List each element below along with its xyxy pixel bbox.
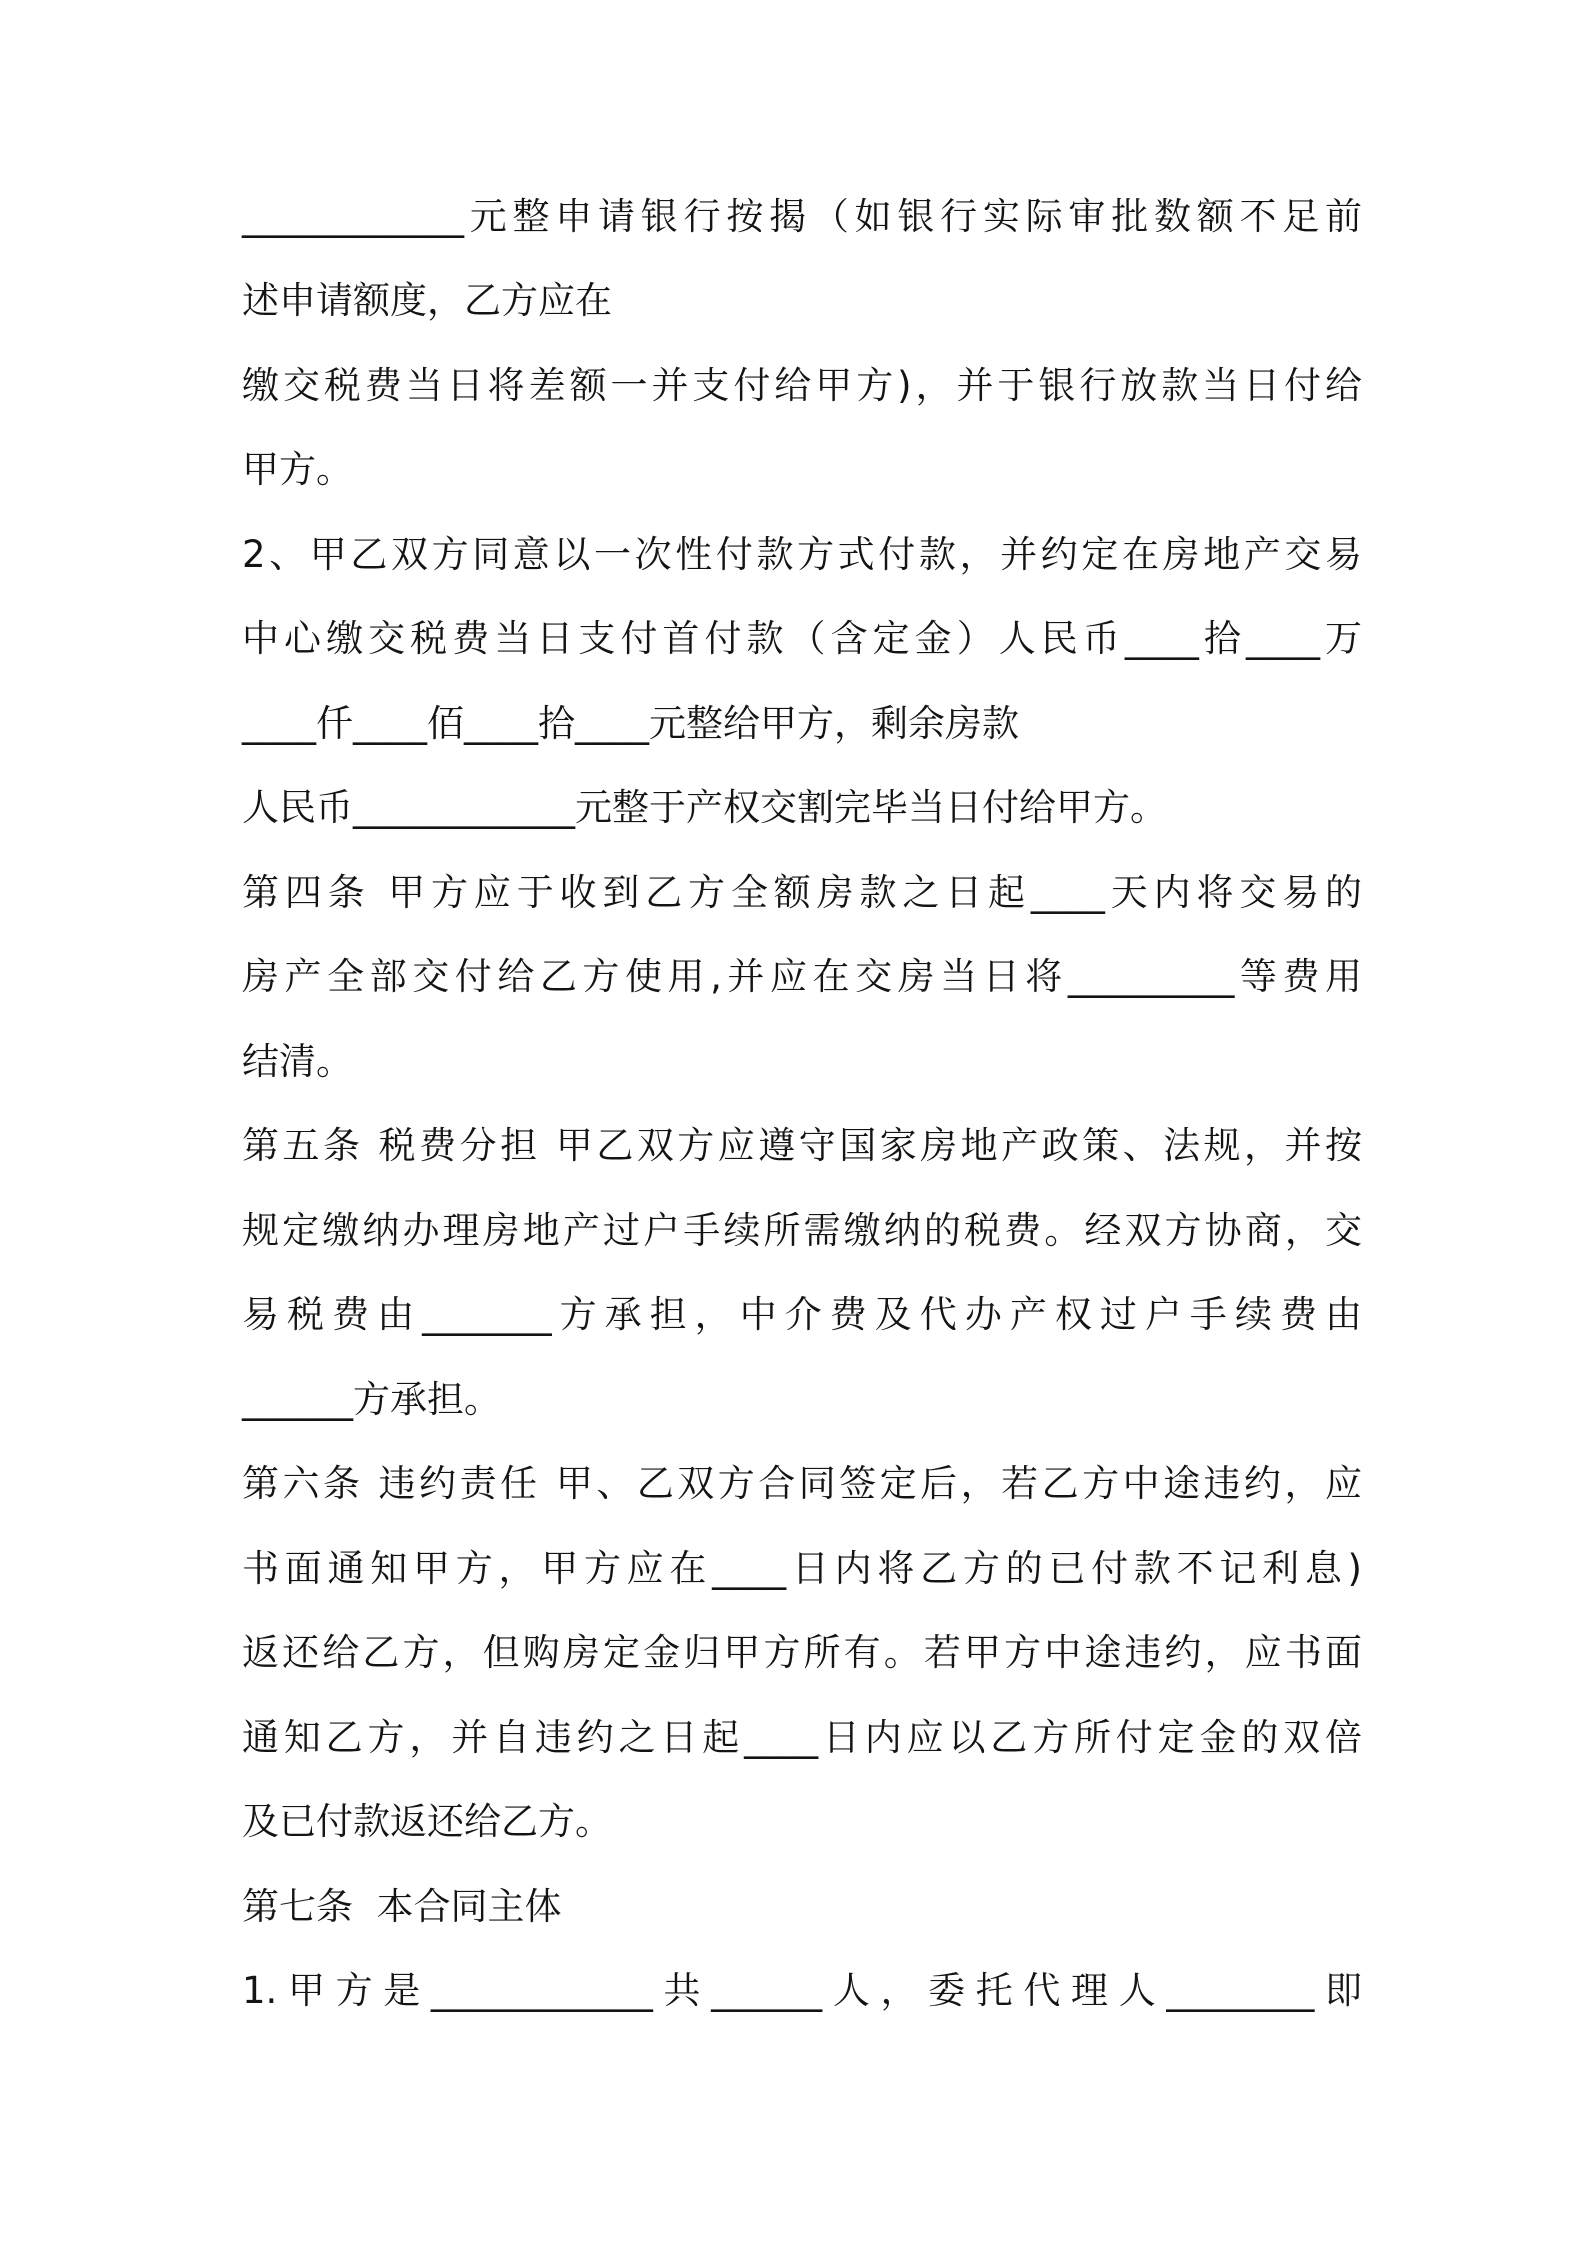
- text-line: 1.甲方是____________共______人，委托代理人________即: [242, 1969, 1362, 2012]
- text-line: 房产全部交付给乙方使用,并应在交房当日将_________等费用: [242, 955, 1362, 998]
- text-line: 易税费由_______方承担，中介费及代办产权过户手续费由: [242, 1293, 1362, 1336]
- text-line: 述申请额度，乙方应在: [242, 279, 612, 322]
- text-line: 返还给乙方，但购房定金归甲方所有。若甲方中途违约，应书面: [242, 1631, 1362, 1674]
- text-line: 通知乙方，并自违约之日起____日内应以乙方所付定金的双倍: [242, 1716, 1362, 1759]
- text-line: 第四条 甲方应于收到乙方全额房款之日起____天内将交易的: [242, 871, 1362, 914]
- text-line: 缴交税费当日将差额一并支付给甲方)，并于银行放款当日付给: [242, 364, 1362, 407]
- text-line: 结清。: [242, 1040, 353, 1083]
- text-line: 人民币____________元整于产权交割完毕当日付给甲方。: [242, 786, 1167, 829]
- text-line: 第七条 本合同主体: [242, 1885, 562, 1928]
- text-line: 中心缴交税费当日支付首付款（含定金）人民币____拾____万: [242, 617, 1362, 660]
- text-line: 及已付款返还给乙方。: [242, 1800, 612, 1843]
- text-line: 甲方。: [242, 448, 353, 491]
- text-line: 2、甲乙双方同意以一次性付款方式付款，并约定在房地产交易: [242, 533, 1362, 576]
- text-line: ____________元整申请银行按揭（如银行实际审批数额不足前: [242, 195, 1362, 238]
- text-line: 规定缴纳办理房地产过户手续所需缴纳的税费。经双方协商，交: [242, 1209, 1362, 1252]
- contract-text: [242, 196, 1362, 2011]
- text-line: ____仟____佰____拾____元整给甲方，剩余房款: [242, 702, 1019, 745]
- text-line: 第六条 违约责任 甲、乙双方合同签定后，若乙方中途违约，应: [242, 1462, 1362, 1505]
- text-line: ______方承担。: [242, 1378, 501, 1421]
- text-line: 第五条 税费分担 甲乙双方应遵守国家房地产政策、法规，并按: [242, 1124, 1362, 1167]
- text-line: 书面通知甲方，甲方应在____日内将乙方的已付款不记利息): [242, 1547, 1362, 1590]
